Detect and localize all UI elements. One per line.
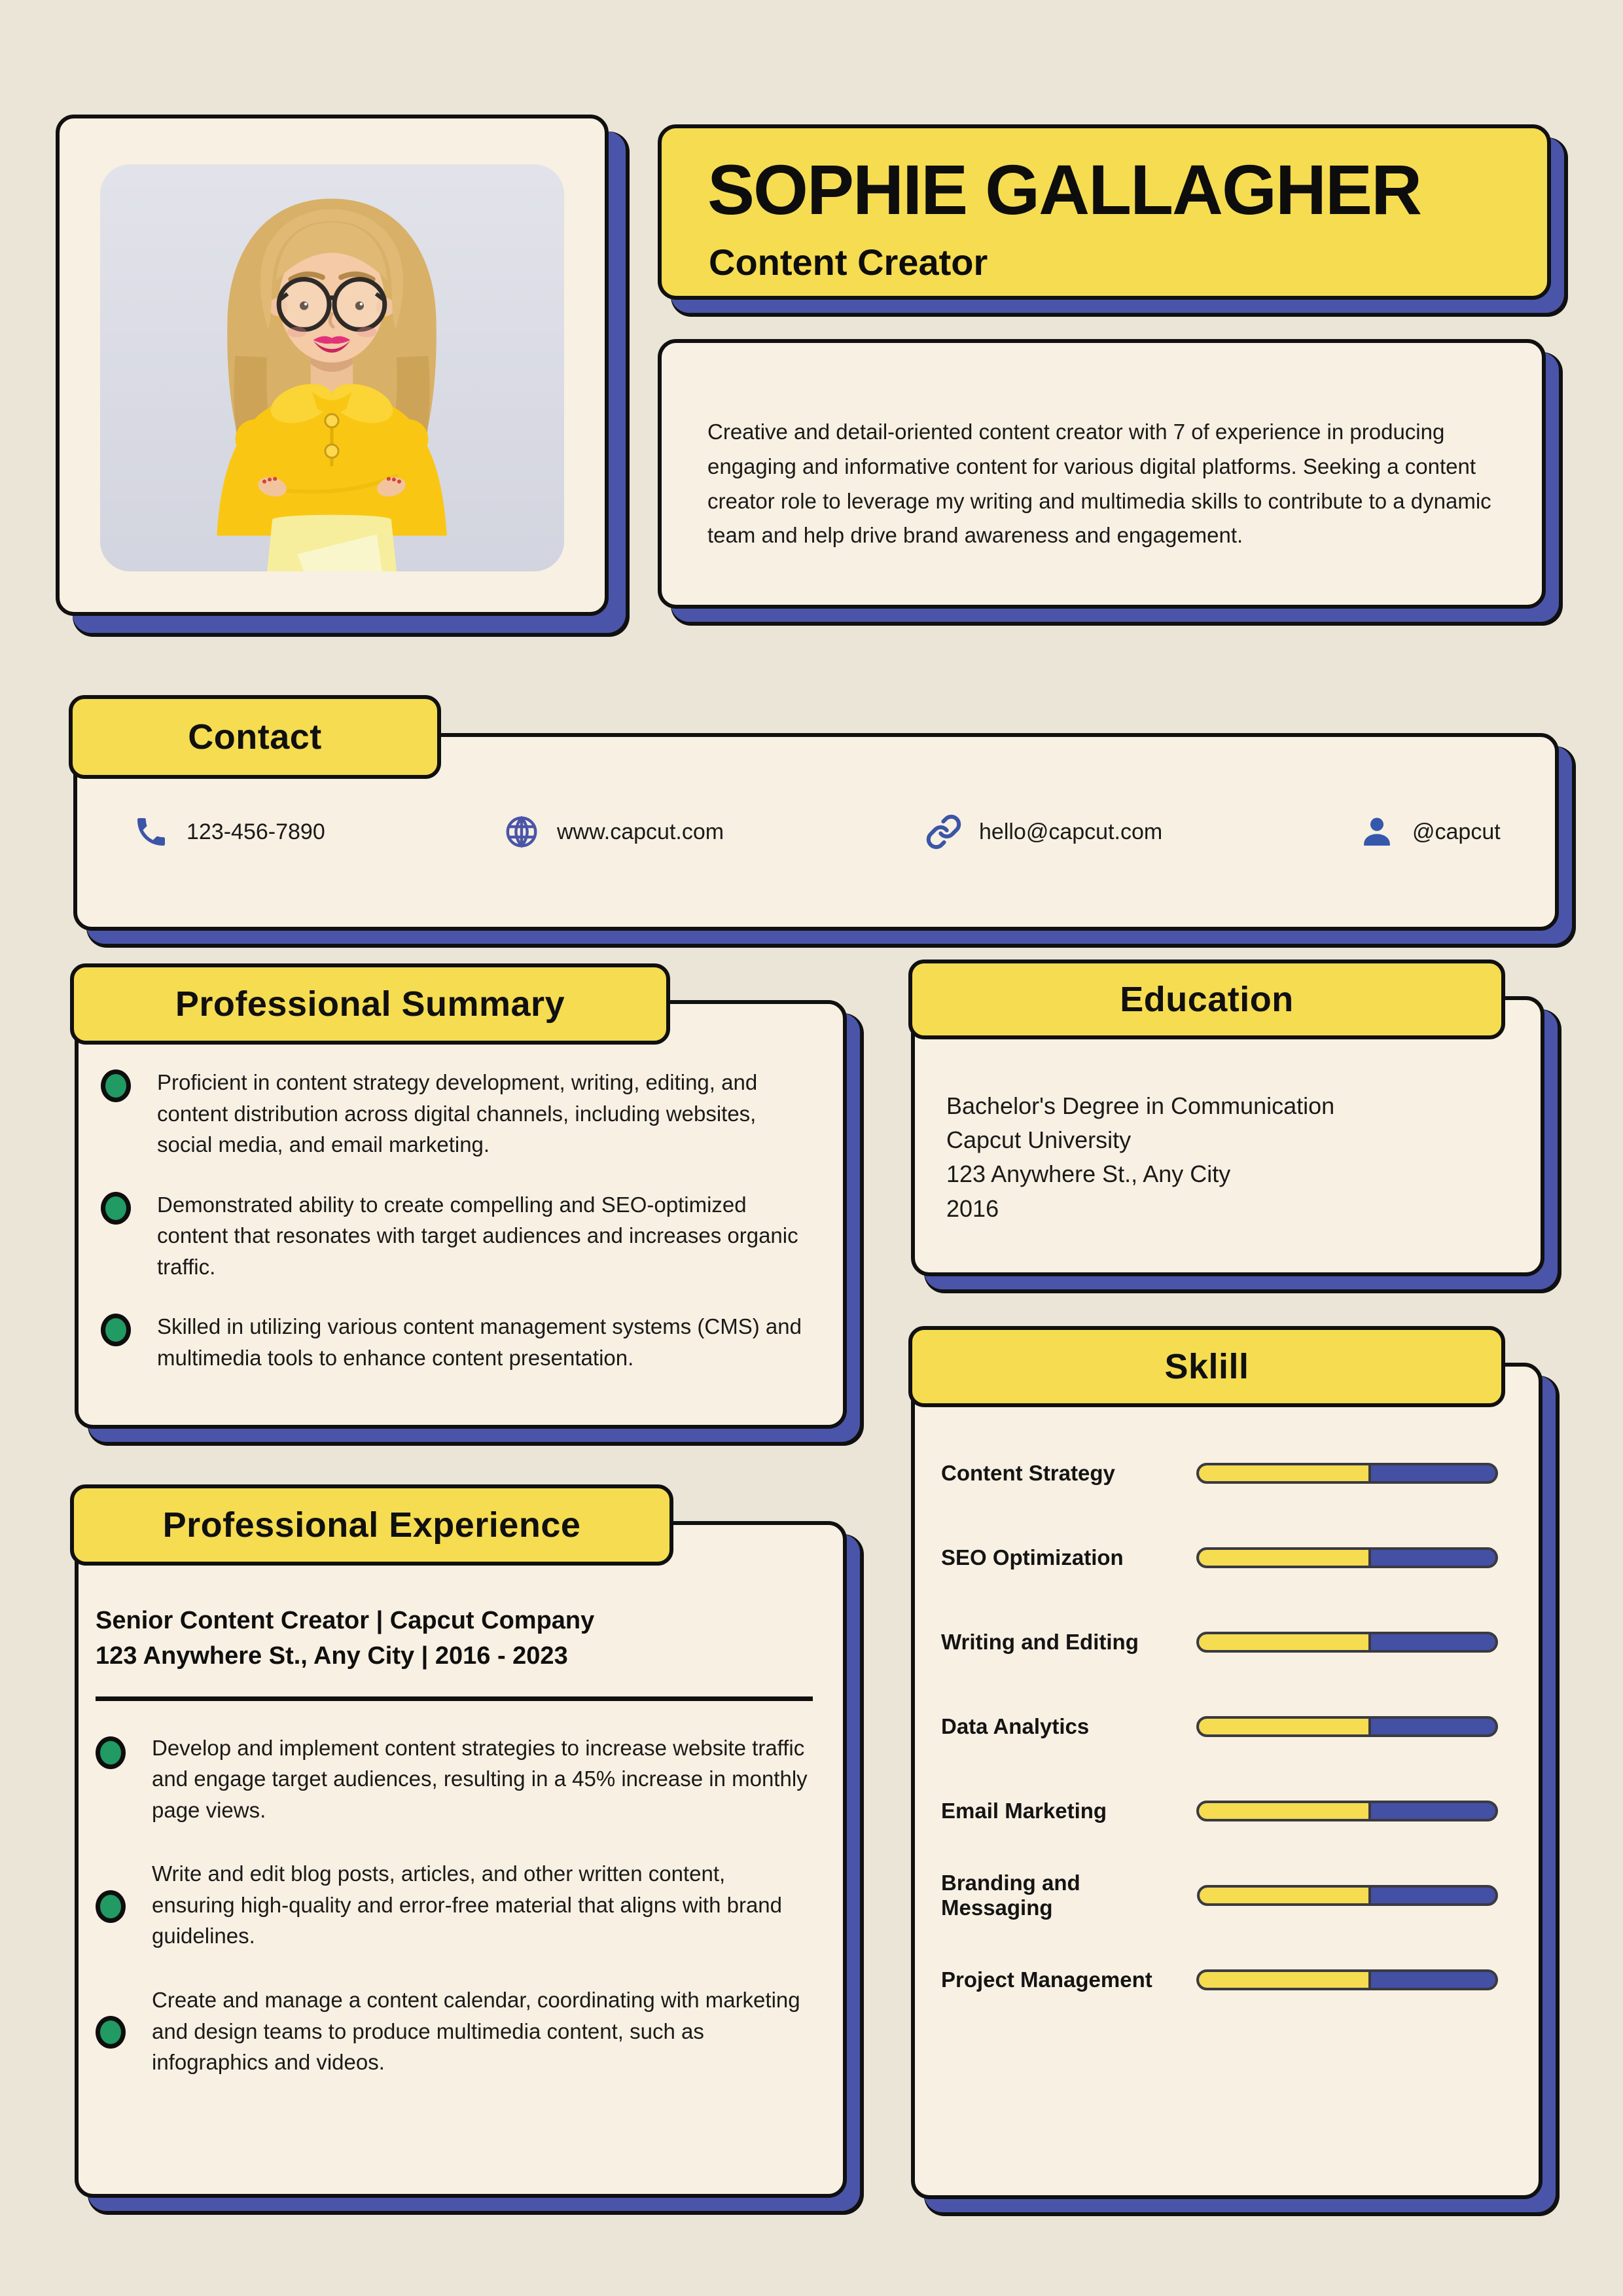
professional-summary-card	[75, 1000, 847, 1429]
page-title: SOPHIE GALLAGHER	[707, 150, 1421, 229]
skill-bar	[1196, 1463, 1498, 1484]
summary-bullet-text: Proficient in content strategy development, writing, editing, and content distribution across digital channels, including websites, social media, and email marketing.	[157, 1070, 758, 1157]
photo-card	[56, 115, 609, 616]
phone-icon	[133, 814, 169, 850]
education-line: 123 Anywhere St., Any City	[946, 1160, 1231, 1188]
experience-bullet-text: Develop and implement content strategies to increase website traffic and engage target audiences, resulting in a 45% increase in monthly page views.	[152, 1735, 808, 1822]
education-line: 2016	[946, 1194, 999, 1222]
professional-summary-title-label: Professional Summary	[175, 984, 565, 1024]
summary-bullet-text: Demonstrated ability to create compelling and SEO-optimized content that resonates with target audiences and increases organic traffic.	[157, 1192, 798, 1279]
education-line: Capcut University	[946, 1126, 1132, 1154]
about-card	[658, 339, 1546, 609]
skill-label: Branding and Messaging	[941, 1870, 1080, 1920]
professional-summary-list	[101, 1067, 817, 1373]
portrait-illustration	[100, 164, 564, 571]
skill-bar-fill	[1199, 1719, 1371, 1734]
contact-item	[133, 814, 325, 850]
skill-bar-fill	[1200, 1888, 1371, 1903]
list-item	[101, 1189, 817, 1283]
bullet-dot	[96, 2016, 126, 2049]
bullet-dot	[101, 1314, 131, 1346]
skill-row	[941, 1515, 1498, 1600]
divider	[96, 1696, 813, 1701]
skill-label: Data Analytics	[941, 1713, 1090, 1738]
bullet-dot	[96, 1890, 126, 1923]
contact-item	[1359, 814, 1501, 850]
bullet-dot	[101, 1192, 131, 1225]
experience-bullet-text: Create and manage a content calendar, coordinating with marketing and design teams to produce multimedia content, such as infographics and videos.	[152, 1988, 800, 2075]
list-item	[96, 1858, 817, 1952]
experience-bullet-text: Write and edit blog posts, articles, and other written content, ensuring high-quality and error-free material that aligns with brand guidelines.	[152, 1861, 783, 1948]
education-line: Bachelor's Degree in Communication	[946, 1092, 1335, 1119]
skills-section-title	[908, 1326, 1505, 1407]
contact-title-label: Contact	[188, 717, 322, 757]
user-icon	[1359, 814, 1395, 850]
link-icon	[925, 814, 962, 850]
skill-bar	[1196, 1632, 1498, 1653]
skill-bar	[1196, 1801, 1498, 1821]
job-title: Content Creator	[709, 242, 988, 283]
bullet-dot	[96, 1736, 126, 1769]
globe-icon	[503, 814, 540, 850]
skill-bar	[1196, 1547, 1498, 1568]
profile-photo	[100, 164, 564, 571]
skill-bar-fill	[1199, 1550, 1371, 1566]
contact-item	[503, 814, 724, 850]
experience-bullet-list	[96, 1732, 817, 2078]
skill-row	[941, 1768, 1498, 1853]
list-item	[96, 1732, 817, 1826]
skill-bar-fill	[1199, 1803, 1371, 1819]
list-item	[101, 1311, 817, 1373]
list-item	[101, 1067, 817, 1160]
skill-label: Email Marketing	[941, 1798, 1107, 1823]
skill-bar-fill	[1199, 1465, 1371, 1481]
skill-row	[941, 1431, 1498, 1515]
skill-row	[941, 1600, 1498, 1684]
experience-card	[75, 1521, 847, 2198]
skill-row	[941, 1853, 1498, 1937]
skills-list	[941, 1431, 1498, 2022]
skill-bar-fill	[1199, 1634, 1371, 1650]
skill-bar-fill	[1199, 1972, 1371, 1988]
experience-section-title	[70, 1484, 673, 1566]
experience-meta: 123 Anywhere St., Any City | 2016 - 2023	[96, 1641, 568, 1670]
contact-label: @capcut	[1412, 819, 1501, 844]
skill-row	[941, 1937, 1498, 2022]
summary-bullet-text: Skilled in utilizing various content management systems (CMS) and multimedia tools to enhance content presentation.	[157, 1314, 802, 1370]
skills-card	[911, 1363, 1543, 2199]
list-item	[96, 1984, 817, 2078]
skill-label: Project Management	[941, 1967, 1152, 1992]
skill-bar	[1196, 1969, 1498, 1990]
bullet-dot	[101, 1069, 131, 1102]
skill-label: SEO Optimization	[941, 1545, 1124, 1570]
skill-bar	[1196, 1716, 1498, 1737]
education-details	[946, 1089, 1514, 1226]
skill-label: Writing and Editing	[941, 1629, 1139, 1654]
experience-title-label: Professional Experience	[162, 1505, 581, 1545]
education-title-label: Education	[1120, 980, 1294, 1019]
contact-item	[925, 814, 1162, 850]
contact-label: 123-456-7890	[187, 819, 325, 844]
education-section-title	[908, 960, 1505, 1039]
name-card	[658, 124, 1551, 300]
skill-label: Content Strategy	[941, 1460, 1115, 1485]
contact-label: www.capcut.com	[557, 819, 724, 844]
skill-row	[941, 1684, 1498, 1768]
skills-title-label: Sklill	[1164, 1347, 1249, 1386]
contact-section-title	[69, 695, 441, 779]
contact-label: hello@capcut.com	[979, 819, 1163, 844]
professional-summary-section-title	[70, 963, 670, 1045]
skill-bar	[1197, 1885, 1498, 1906]
about-text: Creative and detail-oriented content creator with 7 of experience in producing engaging and informative content for various digital platforms. Seeking a content creator role to leverage my writing and multimedia skills to contribute to a dynamic team and help drive brand awareness and engagement.	[707, 420, 1491, 548]
experience-role: Senior Content Creator | Capcut Company	[96, 1607, 595, 1634]
